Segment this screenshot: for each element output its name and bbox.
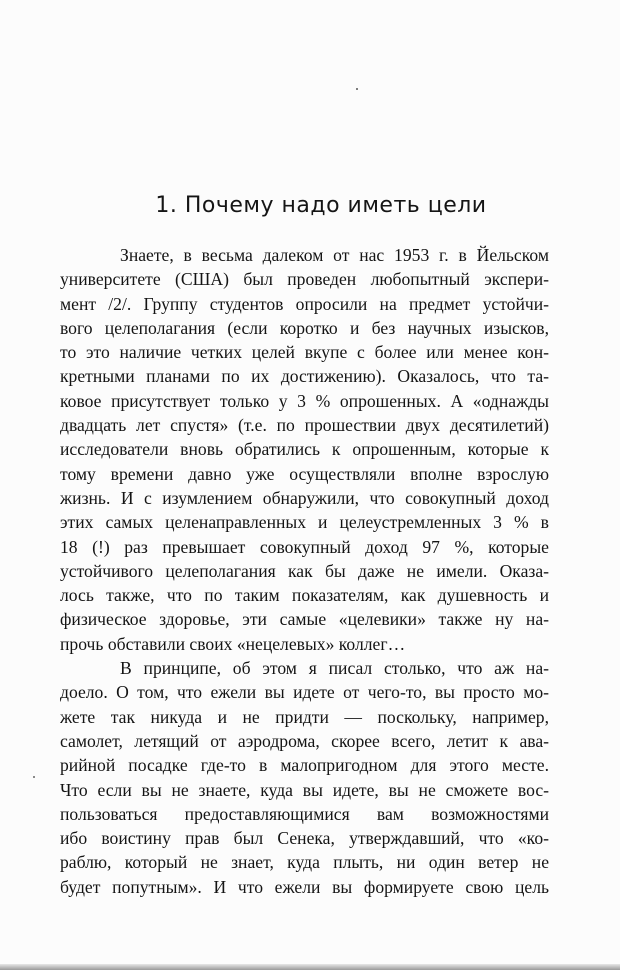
scan-speck-left: [33, 776, 35, 778]
paragraph-line: устойчивого целеполагания как бы даже не имели. Оказа-: [60, 560, 549, 581]
paragraph-line: В принципе, об этом я писал столько, что аж на-: [120, 658, 549, 679]
scan-speck: [356, 88, 358, 90]
paragraph-line: университете (США) был проведен любопытный экспери-: [60, 269, 549, 290]
chapter-title: 1. Почему надо иметь цели: [155, 193, 487, 218]
paragraph-line: физическое здоровье, эти самые «целевики» также ну на-: [60, 609, 549, 630]
paragraph-line: будет попутным». И что ежели вы формируете свою цель: [60, 876, 549, 897]
body-text: [60, 243, 549, 899]
paragraph-line: ковое присутствует только у 3 % опрошенных. А «однажды: [60, 390, 549, 411]
paragraph-line: кретными планами по их достижению). Оказалось, что та-: [60, 366, 549, 387]
paragraph-line: лось также, что по таким показателям, как душевность и: [60, 585, 549, 606]
paragraph-line: ибо воистину прав был Сенека, утверждавший, что «ко-: [60, 828, 549, 849]
paragraph-line: пользоваться предоставляющимися вам возможностями: [60, 803, 549, 824]
paragraph-line: этих самых целенаправленных и целеустремленных 3 % в: [60, 512, 549, 533]
paragraph-line: Знаете, в весьма далеком от нас 1953 г. в Йельском: [120, 245, 549, 265]
paragraph-line: раблю, который не знает, куда плыть, ни один ветер не: [60, 852, 549, 873]
paragraph-line: самолет, летящий от аэродрома, скорее всего, летит к ава-: [60, 730, 549, 751]
paragraph-line: двадцать лет спустя» (т.е. по прошествии двух десятилетий): [60, 415, 549, 436]
paragraph-line: 18 (!) раз превышает совокупный доход 97 %, которые: [60, 536, 549, 557]
paragraph-line: тому времени давно уже осуществляли вполне взрослую: [60, 463, 549, 484]
page-bottom-edge: [0, 964, 620, 970]
paragraph-line: исследователи вновь обратились к опрошенным, которые к: [60, 439, 549, 460]
paragraph-line: то это наличие четких целей вкупе с более или менее кон-: [60, 342, 549, 363]
paragraph-line: прочь обставили своих «нецелевых» коллег…: [60, 633, 406, 654]
paragraph-line: жете так никуда и не придти — поскольку, например,: [60, 706, 549, 727]
paragraph-line: вого целеполагания (если коротко и без научных изысков,: [60, 317, 549, 338]
paragraph-line: жизнь. И с изумлением обнаружили, что совокупный доход: [60, 487, 549, 508]
paragraph-line: рийной посадке где-то в малопригодном для этого месте.: [60, 755, 549, 776]
paragraph-line: мент /2/. Группу студентов опросили на предмет устойчи-: [60, 293, 549, 314]
paragraph-line: доело. О том, что ежели вы идете от чего-то, вы просто мо-: [60, 682, 549, 703]
paragraph-line: Что если вы не знаете, куда вы идете, вы не сможете вос-: [60, 779, 549, 800]
